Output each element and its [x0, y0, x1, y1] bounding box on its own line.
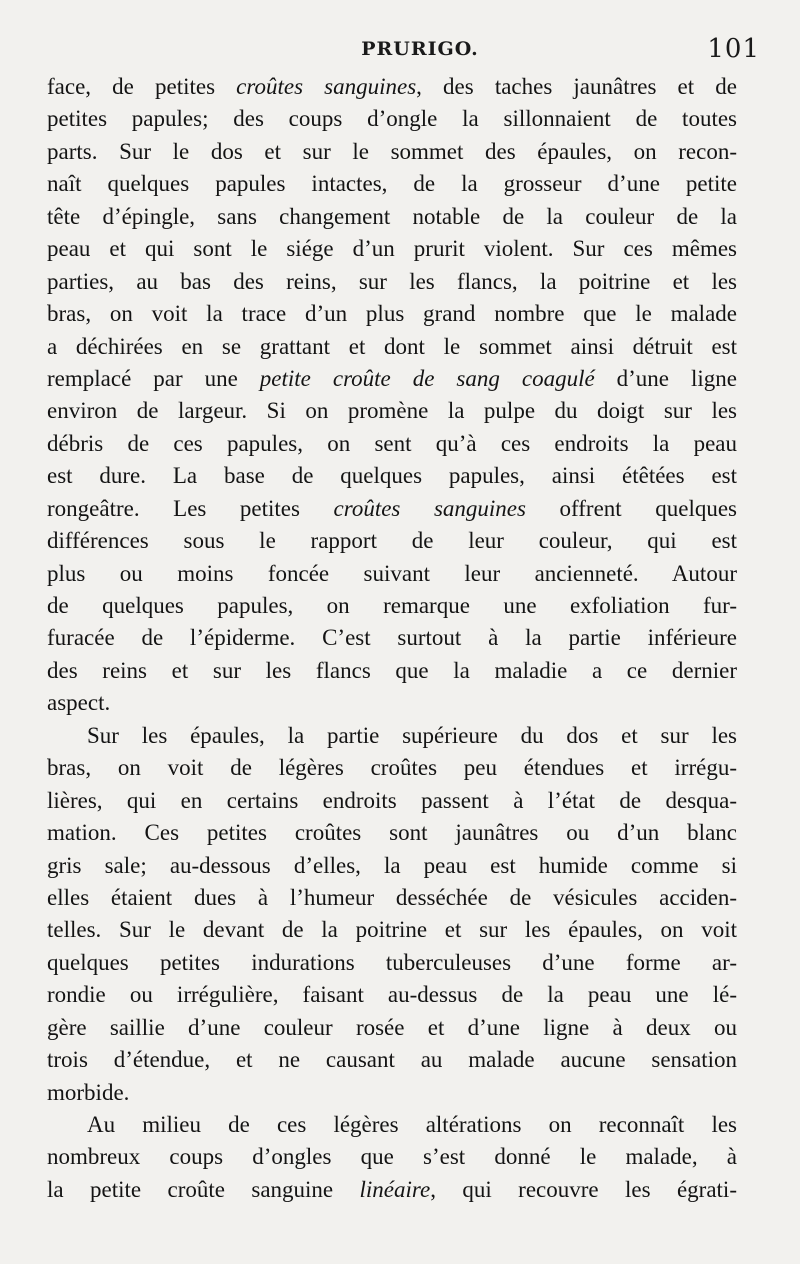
text-line: parts. Sur le dos et sur le sommet des épaules, on recon- [47, 138, 737, 164]
text-line: nombreux coups d’ongles que s’est donné le malade, à [47, 1144, 737, 1170]
text-line: lières, qui en certains endroits passent à l’état de desqua- [47, 787, 737, 813]
text-line: parties, au bas des reins, sur les flancs, la poitrine et les [47, 268, 737, 294]
text-line: différences sous le rapport de leur couleur, qui est [47, 528, 737, 554]
text-line: morbide. [47, 1079, 130, 1105]
text-line: environ de largeur. Si on promène la pulpe du doigt sur les [47, 398, 737, 424]
text-line: de quelques papules, on remarque une exfoliation fur- [47, 593, 737, 618]
text-line: rondie ou irrégulière, faisant au-dessus de la peau une lé- [47, 982, 737, 1008]
running-title: PRURIGO. [361, 38, 479, 60]
text-line: a déchirées en se grattant et dont le sommet ainsi détruit est [47, 333, 737, 359]
text-line: tête d’épingle, sans changement notable de la couleur de la [47, 203, 737, 229]
text-line: quelques petites indurations tuberculeuses d’une forme ar- [47, 949, 737, 975]
text-line: Sur les épaules, la partie supérieure du dos et sur les [87, 722, 737, 748]
text-line: débris de ces papules, on sent qu’à ces endroits la peau [47, 430, 737, 456]
text-line: petites papules; des coups d’ongle la sillonnaient de toutes [47, 106, 737, 132]
text-line: plus ou moins foncée suivant leur ancienneté. Autour [47, 560, 737, 586]
text-line: remplacé par une petite croûte de sang coagulé d’une ligne [47, 365, 737, 391]
page-number: 101 [707, 34, 760, 64]
text-line: Au milieu de ces légères altérations on reconnaît les [87, 1112, 737, 1137]
text-line: peau et qui sont le siége d’un prurit violent. Sur ces mêmes [47, 236, 737, 262]
text-line: est dure. La base de quelques papules, ainsi étêtées est [47, 463, 737, 489]
text-line: la petite croûte sanguine linéaire, qui recouvre les égrati- [47, 1176, 737, 1202]
text-line: mation. Ces petites croûtes sont jaunâtres ou d’un blanc [47, 820, 737, 846]
text-line: bras, on voit la trace d’un plus grand nombre que le malade [47, 301, 737, 327]
text-line: des reins et sur les flancs que la maladie a ce dernier [47, 657, 737, 683]
text-line: naît quelques papules intactes, de la grosseur d’une petite [47, 171, 737, 197]
text-line: trois d’étendue, et ne causant au malade aucune sensation [47, 1047, 737, 1073]
text-line: furacée de l’épiderme. C’est surtout à la partie inférieure [47, 625, 737, 651]
text-line: gère saillie d’une couleur rosée et d’une ligne à deux ou [47, 1014, 737, 1040]
body-text [47, 71, 737, 1206]
text-line: rongeâtre. Les petites croûtes sanguines offrent quelques [47, 495, 737, 521]
text-line: face, de petites croûtes sanguines, des taches jaunâtres et de [47, 74, 737, 99]
text-line: elles étaient dues à l’humeur desséchée de vésicules acciden- [47, 884, 737, 910]
text-line: aspect. [47, 690, 111, 716]
text-line: gris sale; au-dessous d’elles, la peau est humide comme si [47, 852, 737, 878]
text-line: bras, on voit de légères croûtes peu étendues et irrégu- [47, 755, 737, 781]
text-line: telles. Sur le devant de la poitrine et sur les épaules, on voit [47, 917, 737, 943]
running-head [40, 34, 760, 70]
